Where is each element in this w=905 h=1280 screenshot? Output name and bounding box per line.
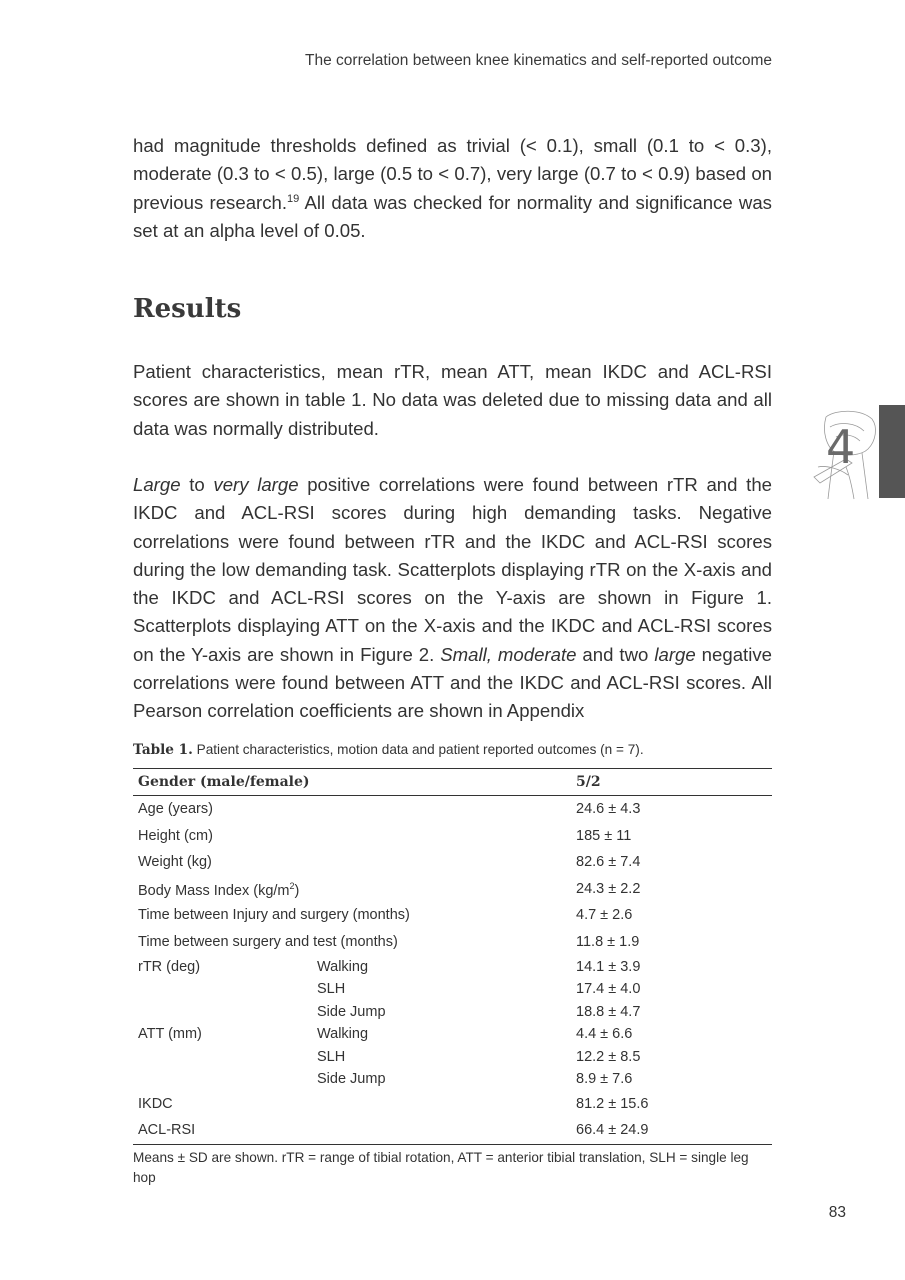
row-task: Side Jump bbox=[317, 1071, 386, 1088]
row-task: Side Jump bbox=[317, 1003, 386, 1020]
row-label: IKDC bbox=[138, 1095, 173, 1112]
emphasis-small-moderate: Small, moderate bbox=[440, 643, 577, 665]
row-value: 18.8 ± 4.7 bbox=[576, 1003, 641, 1020]
table-caption bbox=[133, 742, 772, 758]
results-heading: Results bbox=[133, 294, 242, 324]
intro-text-b: All data was checked for normality and significance was set at an alpha level of 0.05. bbox=[133, 191, 772, 241]
table-row bbox=[133, 1046, 772, 1069]
results-paragraph-2 bbox=[133, 471, 772, 726]
patient-characteristics-table bbox=[133, 768, 772, 1145]
table-row bbox=[133, 823, 772, 850]
chapter-number: 4 bbox=[826, 420, 856, 474]
row-value: 24.6 ± 4.3 bbox=[576, 801, 641, 817]
intro-text-a: had magnitude thresholds defined as trivial (< 0.1), small (0.1 to < 0.3), moderate (0.3 to < 0.5), large (0.5 to < 0.7), very large (0.7 to < 0.9) based on previous research. bbox=[133, 135, 772, 213]
row-value: 17.4 ± 4.0 bbox=[576, 981, 641, 998]
text-seg: positive correlations were found between rTR and the IKDC and ACL-RSI scores during high demanding tasks. Negative correlations were found between rTR and the IKDC and ACL-RSI scores during the low demanding task. Scatterplots displaying rTR on the X-axis and the IKDC and ACL-RSI scores on the Y-axis are shown in Figure 1. Scatterplots displaying ATT on the X-axis and the IKDC and ACL-RSI scores on the Y-axis are shown in Figure 2. bbox=[133, 474, 772, 665]
row-value: 14.1 ± 3.9 bbox=[576, 958, 641, 975]
bmi-superscript: 2 bbox=[289, 880, 295, 891]
row-value: 4.4 ± 6.6 bbox=[576, 1026, 633, 1043]
row-task: SLH bbox=[317, 1048, 346, 1065]
table-row bbox=[133, 978, 772, 1001]
table-row bbox=[133, 1023, 772, 1046]
row-value: 11.8 ± 1.9 bbox=[576, 933, 640, 950]
table-footnote: Means ± SD are shown. rTR = range of tibial rotation, ATT = anterior tibial translation, SLH = single leg hop bbox=[133, 1150, 749, 1185]
text-seg: to bbox=[180, 474, 214, 495]
table-row bbox=[133, 796, 772, 823]
row-label: ATT (mm) bbox=[138, 1026, 202, 1043]
reference-superscript: 19 bbox=[287, 192, 300, 205]
page-number: 83 bbox=[828, 1204, 846, 1221]
row-value: 185 ± 11 bbox=[576, 827, 632, 844]
results-paragraph-1: Patient characteristics, mean rTR, mean ATT, mean IKDC and ACL-RSI scores are shown in table 1. No data was deleted due to missing data and all data was normally distributed. bbox=[133, 361, 772, 439]
table-row bbox=[133, 1117, 772, 1144]
emphasis-very-large: very large bbox=[213, 474, 299, 495]
row-value: 24.3 ± 2.2 bbox=[576, 880, 641, 897]
emphasis-large-2: large bbox=[654, 643, 696, 665]
running-header: The correlation between knee kinematics and self-reported outcome bbox=[305, 52, 772, 69]
text-seg: negative correlations were found between ATT and the IKDC and ACL-RSI scores. All Pearson correlation coefficients are shown in Appendix bbox=[133, 643, 772, 722]
row-label: Time between Injury and surgery (months) bbox=[138, 907, 410, 924]
table-caption-label: Table 1. bbox=[133, 742, 193, 758]
row-value: 81.2 ± 15.6 bbox=[576, 1095, 649, 1112]
row-label: rTR (deg) bbox=[138, 958, 201, 975]
row-label: Weight (kg) bbox=[138, 854, 212, 871]
row-task: Walking bbox=[317, 1026, 369, 1043]
row-value: 12.2 ± 8.5 bbox=[576, 1048, 641, 1065]
bmi-label-end: ) bbox=[294, 882, 300, 899]
row-task: SLH bbox=[317, 981, 346, 998]
bmi-label: Body Mass Index (kg/m bbox=[138, 882, 290, 899]
header-label: Gender (male/female) bbox=[138, 774, 310, 790]
row-value: 82.6 ± 7.4 bbox=[576, 854, 641, 871]
table-row bbox=[133, 1091, 772, 1118]
row-label: Height (cm) bbox=[138, 827, 213, 844]
table-row bbox=[133, 876, 772, 903]
table-row bbox=[133, 902, 772, 929]
row-value: 8.9 ± 7.6 bbox=[576, 1071, 633, 1088]
row-label bbox=[138, 881, 299, 899]
table-row bbox=[133, 929, 772, 956]
row-label: Age (years) bbox=[138, 801, 213, 817]
emphasis-large: Large bbox=[133, 474, 181, 495]
table-row bbox=[133, 1001, 772, 1024]
intro-paragraph bbox=[133, 132, 772, 245]
table-row bbox=[133, 1068, 772, 1091]
header-value: 5/2 bbox=[576, 774, 601, 790]
text-seg: and two bbox=[576, 643, 655, 665]
table-caption-text: Patient characteristics, motion data and patient reported outcomes (n = 7). bbox=[192, 742, 644, 757]
row-label: ACL-RSI bbox=[138, 1122, 196, 1139]
table-row bbox=[133, 849, 772, 876]
row-value: 66.4 ± 24.9 bbox=[576, 1122, 649, 1139]
row-value: 4.7 ± 2.6 bbox=[576, 907, 633, 924]
row-label: Time between surgery and test (months) bbox=[138, 933, 398, 950]
row-task: Walking bbox=[317, 958, 369, 975]
table-header-row bbox=[133, 769, 772, 796]
table-row bbox=[133, 956, 772, 979]
